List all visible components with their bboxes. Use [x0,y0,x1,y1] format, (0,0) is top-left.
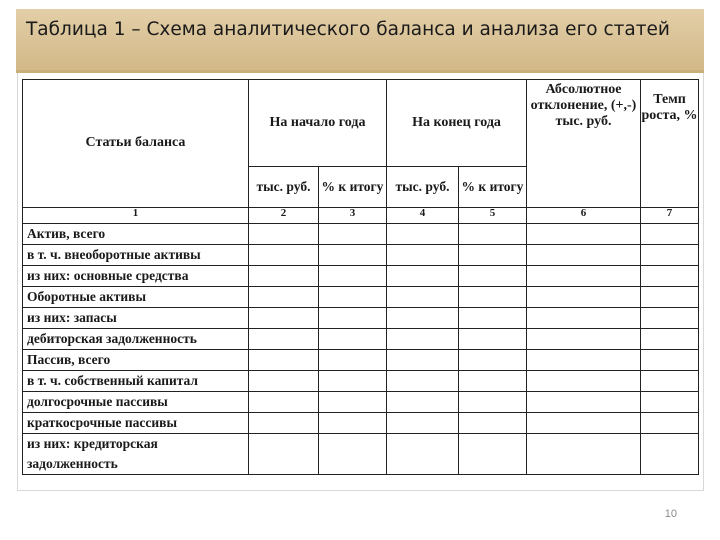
table-cell [387,392,459,413]
column-number: 4 [387,208,459,224]
row-label: из них: запасы [23,308,249,329]
table-cell [527,392,641,413]
table-cell [459,224,527,245]
table-row [23,371,699,392]
table-cell [459,350,527,371]
header-balance-items: Статьи баланса [23,80,249,208]
table-cell [387,413,459,434]
table-cell [641,350,699,371]
table-cell [249,224,319,245]
table-cell [387,224,459,245]
header-start-of-year: На начало года [249,80,387,167]
table-cell [319,287,387,308]
table-row [23,308,699,329]
table-cell [387,287,459,308]
table-cell [641,434,699,475]
table-row [23,245,699,266]
table-cell [387,350,459,371]
column-number: 6 [527,208,641,224]
subheader-start-percent: % к итогу [319,167,387,208]
table-cell [459,308,527,329]
header-absolute-deviation: Абсолютное отклонение, (+,-) тыс. руб. [527,80,641,208]
table-cell [319,371,387,392]
header-end-of-year: На конец года [387,80,527,167]
table-cell [527,287,641,308]
table-cell [319,224,387,245]
table-cell [249,371,319,392]
subheader-start-thousand-rub: тыс. руб. [249,167,319,208]
table-cell [249,434,319,475]
table-cell [527,266,641,287]
column-number: 7 [641,208,699,224]
row-label: в т. ч. внеоборотные активы [23,245,249,266]
table-row [23,413,699,434]
table-cell [319,392,387,413]
subheader-end-percent: % к итогу [459,167,527,208]
balance-table [22,79,699,475]
table-cell [641,413,699,434]
row-label: краткосрочные пассивы [23,413,249,434]
table-cell [459,413,527,434]
table-cell [319,413,387,434]
table-cell [319,245,387,266]
table-cell [459,434,527,475]
table-cell [387,266,459,287]
table-row [23,224,699,245]
column-number-row [23,208,699,224]
table-cell [249,266,319,287]
table-cell [459,329,527,350]
table-cell [527,371,641,392]
column-number: 2 [249,208,319,224]
table-cell [459,392,527,413]
table-cell [387,329,459,350]
table-cell [641,266,699,287]
table-cell [249,350,319,371]
table-cell [641,224,699,245]
table-row [23,329,699,350]
page-number: 10 [664,508,677,520]
row-label: из них: основные средства [23,266,249,287]
header-growth-rate: Темп роста, % [641,80,699,208]
table-cell [459,287,527,308]
table-cell [527,308,641,329]
table-cell [459,266,527,287]
table-cell [459,371,527,392]
table-cell [249,329,319,350]
table-cell [527,224,641,245]
column-number: 3 [319,208,387,224]
table-cell [641,371,699,392]
table-row [23,287,699,308]
table-row [23,392,699,413]
table-cell [249,245,319,266]
table-header-row [23,80,699,167]
table-cell [319,350,387,371]
slide-title-bar [16,9,704,73]
row-label: Оборотные активы [23,287,249,308]
table-cell [527,350,641,371]
row-label: Пассив, всего [23,350,249,371]
row-label: из них: кредиторская задолженность [23,434,249,475]
table-cell [387,434,459,475]
row-label: в т. ч. собственный капитал [23,371,249,392]
table-cell [641,329,699,350]
table-row [23,434,699,475]
table-cell [319,308,387,329]
table-cell [319,266,387,287]
table-cell [641,245,699,266]
column-number: 1 [23,208,249,224]
table-cell [527,413,641,434]
table-row [23,266,699,287]
table-cell [249,287,319,308]
row-label: дебиторская задолженность [23,329,249,350]
table-cell [249,392,319,413]
table-cell [387,371,459,392]
column-number: 5 [459,208,527,224]
table-cell [527,329,641,350]
table-cell [319,434,387,475]
table-cell [641,392,699,413]
subheader-end-thousand-rub: тыс. руб. [387,167,459,208]
table-cell [387,245,459,266]
table-cell [319,329,387,350]
table-cell [387,308,459,329]
row-label: долгосрочные пассивы [23,392,249,413]
row-label: Актив, всего [23,224,249,245]
table-cell [249,413,319,434]
table-cell [249,308,319,329]
table-row [23,350,699,371]
table-cell [459,245,527,266]
table-cell [527,434,641,475]
table-cell [641,287,699,308]
table-cell [641,308,699,329]
table-cell [527,245,641,266]
slide-title: Таблица 1 – Схема аналитического баланса и анализа его статей [26,19,670,40]
